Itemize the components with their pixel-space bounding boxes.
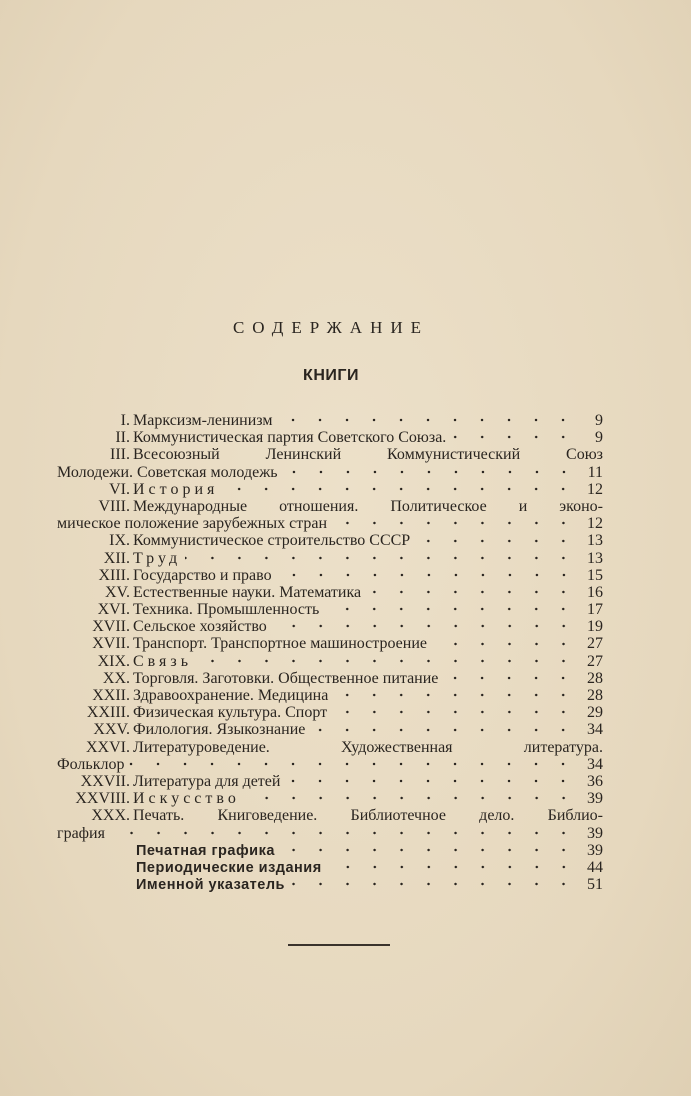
section-title: графия — [57, 824, 105, 842]
page-title: СОДЕРЖАНИЕ — [232, 318, 430, 337]
dot-leader — [128, 759, 577, 769]
page-number: 39 — [587, 841, 603, 859]
section-number: II. — [115, 429, 130, 447]
toc-entry — [57, 584, 603, 601]
section-number: XVII. — [92, 635, 130, 653]
section-number: XXVI. — [86, 738, 130, 756]
page-number: 13 — [587, 532, 603, 550]
dot-leader — [222, 484, 577, 494]
section-title: Печатная графика — [136, 842, 275, 859]
table-of-contents — [57, 412, 603, 893]
section-title: Здравоохранение. Медицина — [133, 687, 329, 704]
page-number: 12 — [587, 515, 603, 533]
section-number: VIII. — [98, 497, 130, 515]
toc-entry — [57, 842, 603, 859]
section-number: III. — [110, 446, 130, 464]
section-title: Международные отношения. Политическое и эконо- — [133, 497, 603, 515]
toc-entry — [57, 515, 603, 532]
section-heading: КНИГИ — [303, 367, 359, 384]
section-number: XXX. — [91, 807, 130, 825]
toc-entry — [57, 498, 603, 515]
section-number: IX. — [109, 532, 130, 550]
dot-leader — [414, 536, 577, 546]
dot-leader — [331, 518, 577, 528]
page-number: 11 — [587, 463, 603, 481]
section-title: Именной указатель — [136, 877, 285, 894]
page-number: 13 — [587, 549, 603, 567]
section-title: Печать. Книговедение. Библиотечное дело. Библио- — [133, 807, 603, 825]
page-number: 9 — [595, 429, 603, 447]
page-number: 51 — [587, 876, 603, 894]
section-title: Естественные науки. Математика — [133, 583, 362, 601]
toc-entry — [57, 739, 603, 756]
page-number: 39 — [587, 824, 603, 842]
section-title: История — [133, 480, 219, 498]
page-number: 28 — [587, 687, 603, 704]
section-title: Связь — [133, 652, 192, 670]
dot-leader — [365, 587, 577, 597]
section-title: Коммунистическая партия Советского Союза. — [133, 429, 447, 447]
toc-entry — [57, 756, 603, 773]
dot-leader — [284, 776, 577, 786]
toc-entry — [57, 790, 603, 807]
dot-leader — [282, 467, 577, 477]
dot-leader — [271, 621, 577, 631]
toc-entry — [57, 429, 603, 446]
section-number: XII. — [103, 549, 130, 567]
section-title: Торговля. Заготовки. Общественное питание — [133, 669, 439, 687]
dot-leader — [196, 656, 577, 666]
page-number: 28 — [587, 669, 603, 687]
toc-entry — [57, 773, 603, 790]
section-title: Периодические издания — [136, 859, 322, 876]
page-number: 9 — [595, 412, 603, 429]
toc-entry — [57, 567, 603, 584]
section-title: Сельское хозяйство — [133, 618, 267, 636]
section-title: Молодежи. Советская молодежь — [57, 463, 278, 481]
dot-leader — [289, 879, 577, 889]
toc-entry — [57, 550, 603, 567]
section-title: Всесоюзный Ленинский Коммунистический Союз — [133, 446, 603, 464]
toc-entry — [57, 481, 603, 498]
section-number: XIII. — [98, 566, 130, 584]
section-title: Фольклор — [57, 755, 125, 773]
section-number: XX. — [102, 669, 130, 687]
section-title: Государство и право — [133, 566, 272, 584]
toc-entry — [57, 446, 603, 463]
section-title: мическое положение зарубежных стран — [57, 515, 328, 533]
section-title: Искусство — [133, 790, 240, 808]
page-number: 34 — [587, 721, 603, 739]
page-number: 17 — [587, 601, 603, 619]
page-number: 29 — [587, 704, 603, 722]
toc-entry — [57, 876, 603, 893]
toc-entry — [57, 532, 603, 549]
page-number: 44 — [587, 858, 603, 876]
dot-leader — [244, 793, 577, 803]
page-number: 27 — [587, 635, 603, 653]
dot-leader — [276, 570, 577, 580]
toc-entry — [57, 670, 603, 687]
page-number: 19 — [587, 618, 603, 636]
dot-leader — [332, 690, 577, 700]
toc-entry — [57, 464, 603, 481]
dot-leader — [109, 828, 577, 838]
section-number: XV. — [104, 583, 130, 601]
dot-leader — [331, 707, 577, 717]
section-number: XXV. — [93, 721, 130, 739]
section-title: Физическая культура. Спорт — [133, 704, 328, 722]
section-number: XXIII. — [86, 704, 130, 722]
page-number: 36 — [587, 772, 603, 790]
toc-entry — [57, 412, 603, 429]
page-number: 39 — [587, 790, 603, 808]
section-title: Коммунистическое строительство СССР — [133, 532, 411, 550]
section-number: XVI. — [97, 601, 130, 619]
toc-entry — [57, 601, 603, 618]
toc-entry — [57, 653, 603, 670]
dot-leader — [185, 553, 577, 563]
section-number: XXVII. — [80, 772, 130, 790]
section-title: Литературоведение. Художественная литература. — [133, 738, 603, 756]
section-title: Марксизм-ленинизм — [133, 412, 273, 429]
dot-leader — [326, 862, 577, 872]
toc-entry — [57, 687, 603, 704]
section-title: Литература для детей — [133, 772, 281, 790]
section-number: XIX. — [97, 652, 130, 670]
page-number: 15 — [587, 566, 603, 584]
page-number: 16 — [587, 583, 603, 601]
section-number: VI. — [109, 480, 130, 498]
dot-leader — [442, 673, 577, 683]
toc-entry — [57, 859, 603, 876]
toc-entry — [57, 721, 603, 738]
section-title: Труд — [133, 549, 182, 567]
section-title: Филология. Языкознание — [133, 721, 306, 739]
dot-leader — [309, 725, 577, 735]
section-title: Техника. Промышленность — [133, 601, 320, 619]
divider-rule — [288, 944, 390, 946]
page-number: 27 — [587, 652, 603, 670]
dot-leader — [450, 432, 577, 442]
section-number: XVII. — [92, 618, 130, 636]
dot-leader — [279, 845, 577, 855]
toc-entry — [57, 825, 603, 842]
section-title: Транспорт. Транспортное машиностроение — [133, 635, 427, 653]
section-number: I. — [120, 412, 130, 429]
page-number: 34 — [587, 755, 603, 773]
toc-entry — [57, 807, 603, 824]
dot-leader — [431, 639, 577, 649]
dot-leader — [323, 604, 577, 614]
section-number: XXVIII. — [75, 790, 130, 808]
toc-entry — [57, 704, 603, 721]
dot-leader — [276, 415, 577, 425]
toc-entry — [57, 618, 603, 635]
toc-entry — [57, 635, 603, 652]
section-number: XXII. — [92, 687, 130, 704]
page-number: 12 — [587, 480, 603, 498]
